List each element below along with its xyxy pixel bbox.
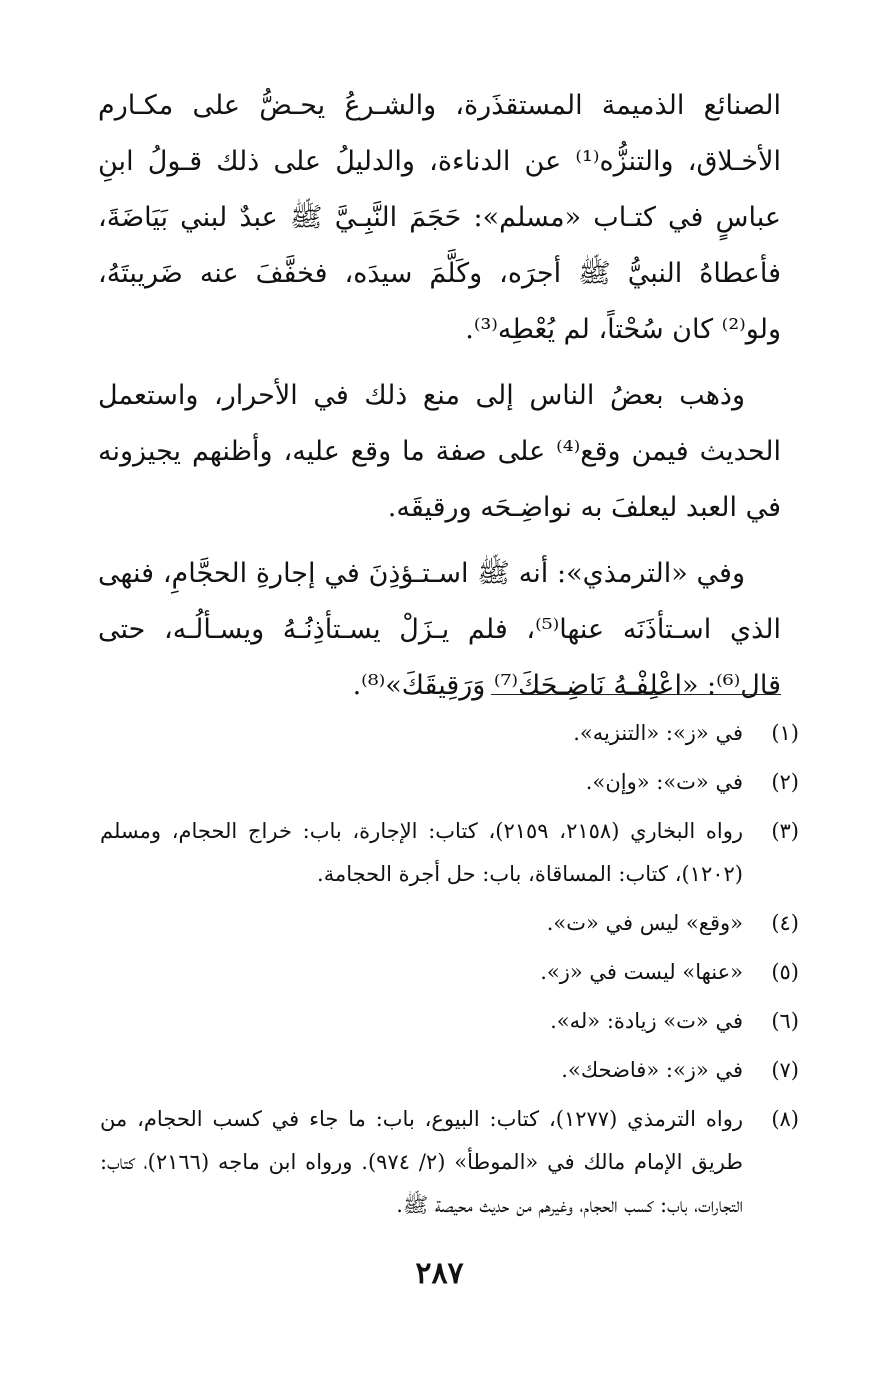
footnote-8 (100, 1098, 799, 1227)
footnote-number: (٨) (771, 1107, 799, 1131)
footnote-separator (491, 694, 781, 695)
page-number: ٢٨٧ (415, 1256, 464, 1291)
footnote-number: (٧) (771, 1058, 799, 1082)
footnote-text: في «ز»: «التنزيه». (573, 721, 743, 745)
footnote-4 (100, 902, 799, 945)
main-text (98, 78, 781, 724)
footnote-text: «وقع» ليس في «ت». (546, 911, 743, 935)
footnote-1 (100, 712, 799, 755)
paragraph-3: وفي «الترمذي»: أنه ﷺ اسـتـؤذِنَ في إجارةِ الحجَّامِ، فنهى الذي اسـتأذَنَه عنها⁽⁵⁾، فلم يـزَلْ يسـتأذِنُـهُ ويسـألُـه، حتى قال⁽⁶⁾: «اعْلِفْـهُ نَاضِـحَكَ⁽⁷⁾ وَرَقِيقَكَ»⁽⁸⁾. (98, 558, 781, 701)
footnote-5 (100, 951, 799, 994)
footnote-text: في «ت» زيادة: «له». (550, 1009, 743, 1033)
footnotes (100, 712, 799, 1233)
footnote-text: في «ت»: «وإن». (585, 770, 743, 794)
footnote-number: (٤) (771, 911, 799, 935)
footnote-3 (100, 810, 799, 896)
footnote-text: رواه الترمذي (١٢٧٧)، كتاب: البيوع، باب: ما جاء في كسب الحجام، من طريق الإمام مالك في «الموطأ» (٢/ ٩٧٤). ورواه ابن ماجه (٢١٦٦)، كتاب: التجارات، باب: كسب الحجام، وغيرهم من حديث محيصة ﷺ. (100, 1107, 744, 1217)
footnote-text: رواه البخاري (٢١٥٨، ٢١٥٩)، كتاب: الإجارة، باب: خراج الحجام، ومسلم (١٢٠٢)، كتاب: المساقاة، باب: حل أجرة الحجامة. (100, 819, 744, 886)
footnote-number: (٥) (771, 960, 799, 984)
footnote-number: (٣) (771, 819, 799, 843)
footnote-7 (100, 1049, 799, 1092)
footnote-text: في «ز»: «فاضحك». (561, 1058, 743, 1082)
paragraph-1: الصنائع الذميمة المستقذَرة، والشـرعُ يحـضُّ على مكـارم الأخـلاق، والتنزُّه⁽¹⁾ عن الدناءة، والدليلُ على ذلك قـولُ ابنِ عباسٍ في كتـاب «مسلم»: حَجَمَ النَّبِـيَّ ﷺ عبدٌ لبني بَيَاضَةَ، فأعطاهُ النبيُّ ﷺ أجرَه، وكَلَّمَ سيدَه، فخفَّفَ عنه ضَريبتَهُ، ولو⁽²⁾ كان سُحْتاً، لم يُعْطِه⁽³⁾. (98, 90, 781, 345)
footnote-text: «عنها» ليست في «ز». (540, 960, 743, 984)
footnote-number: (٦) (771, 1009, 799, 1033)
footnote-2 (100, 761, 799, 804)
paragraph-2: وذهب بعضُ الناس إلى منع ذلك في الأحرار، واستعمل الحديث فيمن وقع⁽⁴⁾ على صفة ما وقع عليه، وأظنهم يجيزونه في العبد ليعلفَ به نواضِـحَه ورقيقَه. (98, 380, 781, 523)
footnote-6 (100, 1000, 799, 1043)
footnote-number: (٢) (771, 770, 799, 794)
footnote-number: (١) (771, 721, 799, 745)
